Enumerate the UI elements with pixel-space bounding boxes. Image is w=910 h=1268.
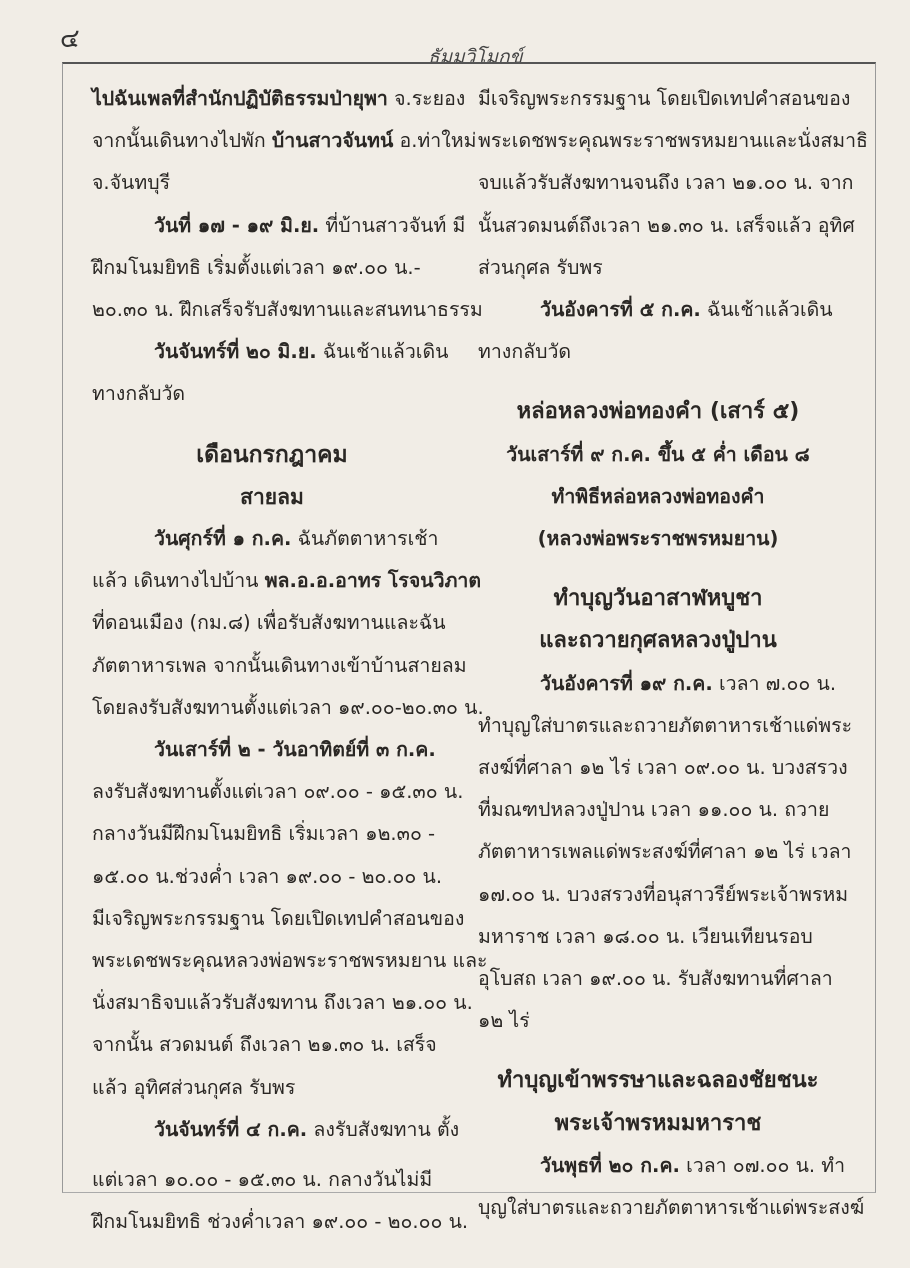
text-line [478,162,854,204]
text-run: ๑๕.๐๐ น.ช่วงค่ำ เวลา ๑๙.๐๐ - ๒๐.๐๐ น. [92,864,443,888]
bold-text: วันที่ ๑๗ - ๑๙ มิ.ย. [154,213,320,237]
text-line [92,982,473,1024]
text-run: มหาราช เวลา ๑๘.๐๐ น. เวียนเทียนรอบ [478,924,813,948]
text-line [478,1187,865,1229]
text-line [92,373,452,415]
bold-text: ไปฉันเพลที่สำนักปฏิบัติธรรมป่ายุพา [92,87,388,110]
bold-text: ทำบุญเข้าพรรษาและฉลองชัยชนะ [497,1068,819,1094]
text-line [478,1060,838,1102]
text-line [92,434,452,476]
bold-text: วันจันทร์ที่ ๔ ก.ค. [154,1117,308,1141]
text-line [478,747,848,789]
bold-text: ทำพิธีหล่อหลวงพ่อทองคำ [551,484,765,508]
bold-text: วันจันทร์ที่ ๒๐ มิ.ย. [154,340,317,364]
text-run: มีเจริญพระกรรมฐาน โดยเปิดเทปคำสอนของ [92,906,465,930]
text-line [478,331,838,373]
bold-text: พระเจ้าพรหมมหาราช [554,1110,762,1136]
text-run: มีเจริญพระกรรมฐาน โดยเปิดเทปคำสอนของ [478,87,851,110]
text-run: แล้ว อุทิศส่วนกุศล รับพร [92,1075,296,1099]
text-line [478,78,851,120]
text-line [92,771,464,813]
text-run: ลงรับสังฆทานตั้งแต่เวลา ๐๙.๐๐ - ๑๕.๓๐ น. [92,780,464,804]
text-run: สงฆ์ที่ศาลา ๑๒ ไร่ เวลา ๐๙.๐๐ น. บวงสรวง [478,756,848,780]
text-line [92,940,488,982]
bold-text: วันเสาร์ที่ ๒ - วันอาทิตย์ที่ ๓ ก.ค. [154,738,436,762]
text-line [92,162,452,204]
text-line [92,205,466,247]
text-run: ฉันภัตตาหารเช้า [291,527,439,551]
text-line [92,898,465,940]
text-line [478,958,838,1000]
bold-text: และถวายกุศลหลวงปู่ปาน [539,628,777,654]
text-line [478,1103,838,1145]
text-run: ที่บ้านสาวจันท์ มี [319,213,466,237]
text-run: ส่วนกุศล รับพร [478,255,603,279]
text-line [92,518,452,560]
text-run: โดยลงรับสังฆทานตั้งแต่เวลา ๑๙.๐๐-๒๐.๓๐ น. [92,695,484,719]
text-line [92,78,466,120]
text-line [478,705,853,747]
bold-text: วันเสาร์ที่ ๙ ก.ค. ขึ้น ๕ ค่ำ เดือน ๘ [506,442,810,466]
text-run: ภัตตาหารเพลแด่พระสงฆ์ที่ศาลา ๑๒ ไร่ เวลา [478,840,852,864]
page-number: ๔ [60,24,80,54]
text-line [92,120,477,162]
text-run: ๑๗.๐๐ น. บวงสรวงที่อนุสาวรีย์พระเจ้าพรหม [478,882,849,906]
text-run: ภัตตาหารเพล จากนั้นเดินทางเข้าบ้านสายลม [92,653,467,677]
text-line [478,120,868,162]
text-line [478,205,855,247]
text-line [92,645,467,687]
text-line [478,831,852,873]
text-run: อ.ท่าใหม่ [393,129,477,153]
text-line [92,1024,452,1066]
text-run: ๑๒ ไร่ [478,1009,530,1033]
text-line [478,663,838,705]
text-run: ลงรับสังฆทาน ตั้ง [307,1117,460,1141]
text-run: บุญใส่บาตรและถวายภัตตาหารเช้าแด่พระสงฆ์ [478,1196,865,1220]
text-line [478,620,838,662]
bold-text: (หลวงพ่อพระราชพรหมยาน) [537,527,779,551]
text-line [478,518,838,560]
bold-text: ทำบุญวันอาสาฬหบูชา [553,586,763,612]
text-line [478,578,838,620]
text-line [92,602,452,644]
text-line [92,247,452,289]
text-line [92,729,452,771]
text-line [478,391,838,433]
text-run: อุโบสถ เวลา ๑๙.๐๐ น. รับสังฆทานที่ศาลา [478,967,833,991]
text-run: ที่มณฑปหลวงปู่ปาน เวลา ๑๑.๐๐ น. ถวาย [478,798,830,822]
text-run: ทางกลับวัด [478,340,572,364]
right-column [478,78,868,1229]
text-run: ทำบุญใส่บาตรและถวายภัตตาหารเช้าแด่พระ [478,713,853,737]
text-run: นั่งสมาธิจบแล้วรับสังฆทาน ถึงเวลา ๒๑.๐๐ น. [92,991,473,1015]
text-line [478,1145,846,1187]
bold-text: วันอังคารที่ ๕ ก.ค. [540,298,701,322]
text-line [478,1000,838,1042]
text-line [478,916,838,958]
running-head: ธัมมวิโมกข์ [428,46,523,68]
text-run: จบแล้วรับสังฆทานจนถึง เวลา ๒๑.๐๐ น. จาก [478,171,854,195]
text-run: เวลา ๗.๐๐ น. [712,671,837,695]
bold-text: วันอังคารที่ ๑๙ ก.ค. [540,671,713,695]
text-line [92,289,483,331]
text-line [92,331,452,373]
text-run: กลางวันมีฝึกมโนมยิทธิ เริ่มเวลา ๑๒.๓๐ - [92,822,436,846]
text-run: ที่ดอนเมือง (กม.๘) เพื่อรับสังฆทานและฉัน [92,611,446,635]
text-run: จากนั้น สวดมนต์ ถึงเวลา ๒๑.๓๐ น. เสร็จ [92,1033,437,1057]
text-line [478,476,838,518]
text-run: พระเดชพระคุณหลวงพ่อพระราชพรหมยาน และ [92,949,488,973]
text-run: นั้นสวดมนต์ถึงเวลา ๒๑.๓๐ น. เสร็จแล้ว อุทิศ [478,213,855,237]
text-run: จ.ระยอง [387,87,466,110]
text-run: เวลา ๐๗.๐๐ น. ทำ [679,1153,846,1177]
text-run: ฉันเช้าแล้วเดิน [700,298,833,322]
text-run: ฝึกมโนมยิทธิ เริ่มตั้งแต่เวลา ๑๙.๐๐ น.- [92,255,421,279]
text-line [478,874,849,916]
text-line [92,1109,460,1151]
text-line [478,789,838,831]
text-line [92,560,482,602]
bold-text: สายลม [240,484,304,509]
text-run: ฉันเช้าแล้วเดิน [316,340,449,364]
left-column [92,78,488,1243]
text-line [92,1201,469,1243]
bold-text: บ้านสาวจันทน์ [271,129,394,153]
text-run: ทางกลับวัด [92,382,186,406]
text-run: แต่เวลา ๑๐.๐๐ - ๑๕.๓๐ น. กลางวันไม่มี [92,1168,433,1192]
text-line [478,247,838,289]
text-run: จ.จันทบุรี [92,171,171,195]
bold-text: วันพุธที่ ๒๐ ก.ค. [540,1153,680,1177]
text-run: ฝึกมโนมยิทธิ ช่วงค่ำเวลา ๑๙.๐๐ - ๒๐.๐๐ น. [92,1210,469,1234]
text-run: พระเดชพระคุณพระราชพรหมยานและนั่งสมาธิ [478,129,868,153]
bold-text: หล่อหลวงพ่อทองคำ (เสาร์ ๕) [516,399,800,425]
text-line [92,813,452,855]
text-line [92,1159,452,1201]
text-line [478,289,838,331]
text-run: ๒๐.๓๐ น. ฝึกเสร็จรับสังฆทานและสนทนาธรรม [92,298,483,322]
text-run: จากนั้นเดินทางไปพัก [92,129,272,153]
bold-text: วันศุกร์ที่ ๑ ก.ค. [154,527,292,551]
text-line [92,1067,452,1109]
bold-text: เดือนกรกฎาคม [196,441,348,468]
text-run: แล้ว เดินทางไปบ้าน [92,569,265,593]
text-line [92,856,452,898]
text-line [478,434,838,476]
text-line [92,687,484,729]
bold-text: พล.อ.อ.อาทร โรจนวิภาต [264,569,482,593]
text-line [92,476,452,518]
